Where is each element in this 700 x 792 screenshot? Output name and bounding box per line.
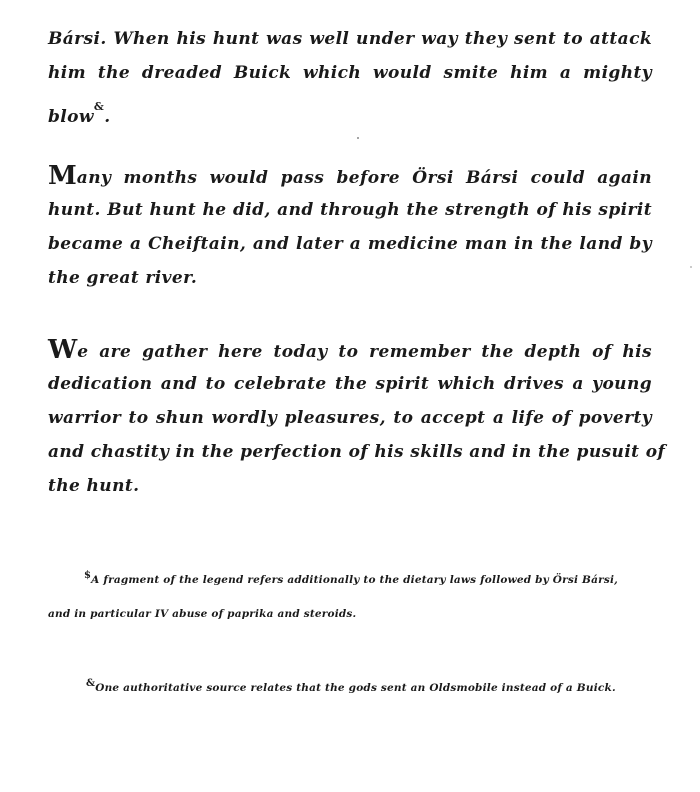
footnote-marker: &: [93, 100, 105, 113]
text-line: him the dreaded Buick which would smite him a mighty: [48, 63, 652, 83]
paragraph-3: [48, 333, 666, 503]
footnote-text: One authoritative source relates that the gods sent an Oldsmobile instead of a Buick.: [95, 682, 616, 694]
text-line: the great river.: [48, 268, 198, 288]
footnote-marker: &: [86, 678, 96, 689]
text-span: .: [104, 107, 111, 127]
text-span: e are gather here today to remember the depth of his: [77, 342, 652, 362]
paragraph-2: [48, 159, 652, 295]
text-line: and chastity in the perfection of his skills and in the pusuit of: [48, 442, 666, 462]
footnote-1-line-2: and in particular IV abuse of paprika and steroids.: [48, 608, 357, 620]
text-line: dedication and to celebrate the spirit which drives a young: [48, 374, 652, 394]
text-span: blow: [48, 107, 94, 127]
paragraph-1: [48, 22, 652, 127]
text-line: Bársi. When his hunt was well under way they sent to attack: [48, 29, 652, 49]
text-line: [48, 159, 652, 193]
footnote-2: [86, 678, 616, 694]
drop-cap: M: [48, 161, 77, 191]
text-line: the hunt.: [48, 476, 140, 496]
speck: [690, 266, 692, 268]
drop-cap: W: [48, 335, 78, 365]
footnote-marker: $: [84, 570, 92, 581]
text-line: [48, 333, 652, 367]
text-line: warrior to shun wordly pleasures, to accept a life of poverty: [48, 408, 652, 428]
text-line: hunt. But hunt he did, and through the strength of his spirit: [48, 200, 652, 220]
footnote-text: A fragment of the legend refers additionally to the dietary laws followed by Örsi Bársi,: [91, 574, 619, 586]
text-line: became a Cheiftain, and later a medicine man in the land by: [48, 234, 652, 254]
speck: [357, 137, 359, 139]
footnote-1-line-1: [84, 570, 618, 586]
text-line: [48, 90, 652, 127]
text-span: any months would pass before Örsi Bársi could again: [76, 168, 652, 188]
